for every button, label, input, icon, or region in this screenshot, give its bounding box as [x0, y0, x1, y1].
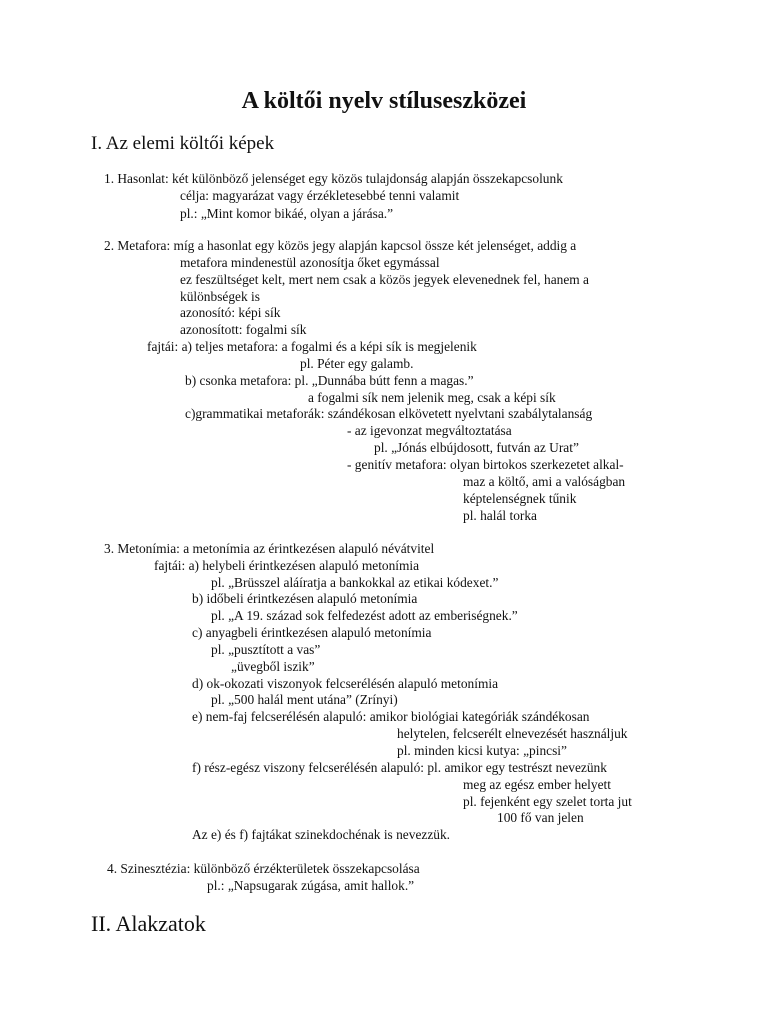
metafora-identified: azonosított: fogalmi sík: [180, 322, 307, 337]
hasonlat-definition: 1. Hasonlat: két különböző jelenséget egy közös tulajdonság alapján összekapcsolunk: [104, 171, 563, 186]
metafora-definition-cont: metafora mindenestül azonosítja őket egymással: [180, 255, 440, 270]
metonimia-type-e-cont: helytelen, felcserélt elnevezését használjuk: [397, 726, 628, 741]
metafora-type-b-note: a fogalmi sík nem jelenik meg, csak a képi sík: [308, 390, 556, 405]
hasonlat-example: pl.: „Mint komor bikáé, olyan a járása.”: [180, 206, 394, 221]
metonimia-type-e-example: pl. minden kicsi kutya: „pincsi”: [397, 743, 567, 758]
metafora-identifier: azonosító: képi sík: [180, 305, 281, 320]
metafora-type-a: fajtái: a) teljes metafora: a fogalmi és a képi sík is megjelenik: [147, 339, 477, 354]
hasonlat-purpose: célja: magyarázat vagy érzékletesebbé tenni valamit: [180, 188, 460, 203]
metonimia-type-c-example2: „üvegből iszik”: [231, 659, 315, 674]
metonimia-type-f: f) rész-egész viszony felcserélésén alapuló: pl. amikor egy testrészt nevezünk: [192, 760, 607, 775]
metafora-type-c-igevonzat-example: pl. „Jónás elbújdosott, futván az Urat”: [374, 440, 579, 455]
metonimia-type-b-example: pl. „A 19. század sok felfedezést adott az emberiségnek.”: [211, 608, 518, 623]
metonimia-definition: 3. Metonímia: a metonímia az érintkezésen alapuló névátvitel: [104, 541, 435, 556]
metafora-type-c-genitiv-example: pl. halál torka: [463, 508, 537, 523]
metonimia-type-f-example: pl. fejenként egy szelet torta jut: [463, 794, 632, 809]
metafora-tension: ez feszültséget kelt, mert nem csak a közös jegyek elevenednek fel, hanem a: [180, 272, 589, 287]
metonimia-type-d-example: pl. „500 halál ment utána” (Zrínyi): [211, 692, 398, 707]
metafora-definition: 2. Metafora: míg a hasonlat egy közös jegy alapján kapcsol össze két jelenséget, addig a: [104, 238, 577, 253]
section-heading-2: II. Alakzatok: [91, 911, 206, 936]
metonimia-type-f-cont: meg az egész ember helyett: [463, 777, 611, 792]
metonimia-type-e: e) nem-faj felcserélésén alapuló: amikor biológiai kategóriák szándékosan: [192, 709, 590, 724]
metonimia-type-b: b) időbeli érintkezésen alapuló metonímia: [192, 591, 418, 606]
metafora-type-c-genitiv: - genitív metafora: olyan birtokos szerkezetet alkal-: [347, 457, 624, 472]
metafora-type-a-example: pl. Péter egy galamb.: [300, 356, 414, 371]
metafora-type-b: b) csonka metafora: pl. „Dunnába bútt fenn a magas.”: [185, 373, 474, 388]
page-title: A költői nyelv stíluseszközei: [241, 88, 527, 114]
metonimia-type-f-example2: 100 fő van jelen: [497, 810, 584, 825]
szinesztezia-definition: 4. Szinesztézia: különböző érzékterületek összekapcsolása: [107, 861, 420, 876]
metonimia-type-c-example: pl. „pusztított a vas”: [211, 642, 321, 657]
metafora-tension-cont: különbségek is: [180, 289, 260, 304]
section-heading-1: I. Az elemi költői képek: [91, 133, 275, 154]
metonimia-type-c: c) anyagbeli érintkezésen alapuló metonímia: [192, 625, 432, 640]
metonimia-type-a: fajtái: a) helybeli érintkezésen alapuló metonímia: [154, 558, 420, 573]
metafora-type-c-igevonzat: - az igevonzat megváltoztatása: [347, 423, 512, 438]
synecdoche-note: Az e) és f) fajtákat szinekdochénak is nevezzük.: [192, 827, 451, 842]
metonimia-type-d: d) ok-okozati viszonyok felcserélésén alapuló metonímia: [192, 676, 499, 691]
metafora-type-c-genitiv-cont: maz a költő, ami a valóságban: [463, 474, 626, 489]
metafora-type-c-genitiv-cont2: képtelenségnek tűnik: [463, 491, 577, 506]
metonimia-type-a-example: pl. „Brüsszel aláíratja a bankokkal az etikai kódexet.”: [211, 575, 499, 590]
metafora-type-c: c)grammatikai metaforák: szándékosan elkövetett nyelvtani szabálytalanság: [185, 406, 593, 421]
szinesztezia-example: pl.: „Napsugarak zúgása, amit hallok.”: [207, 878, 415, 893]
